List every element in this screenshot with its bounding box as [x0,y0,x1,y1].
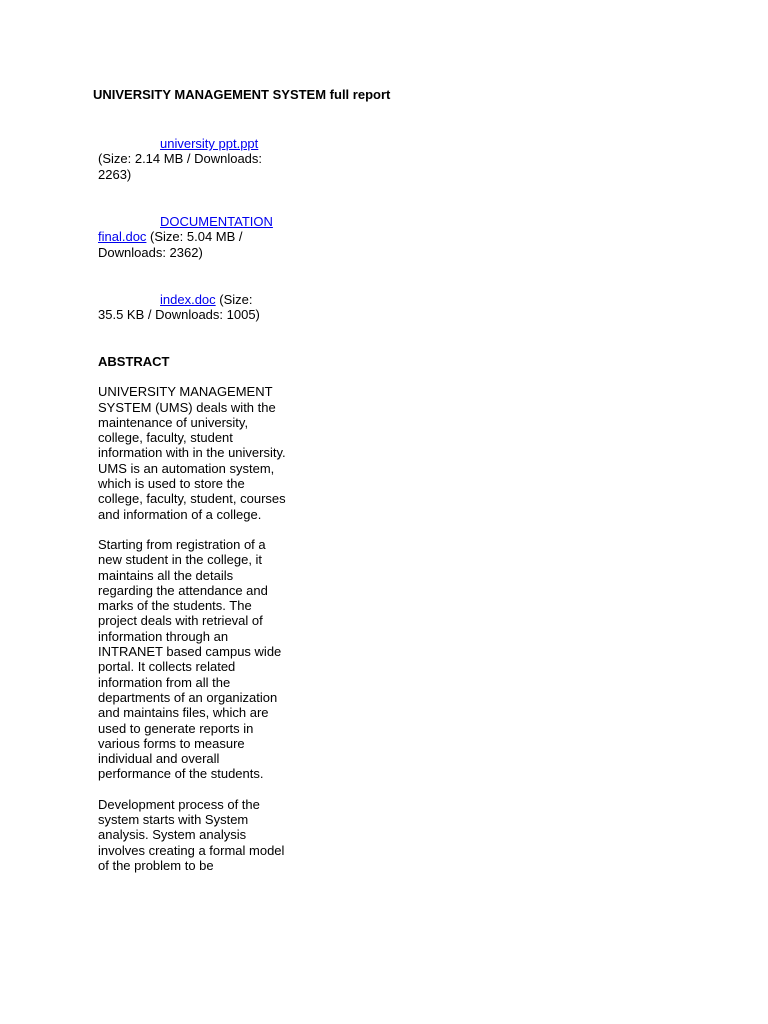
attachment-documentation-final-doc [98,214,288,260]
abstract-section [98,354,288,873]
abstract-paragraph: Development process of the system starts with System analysis. System analysis involves creating a formal model of the problem to be [98,796,285,873]
attachment-download-count: 2263) [98,166,132,182]
attachment-size-downloads: 35.5 KB / Downloads: 1005) [98,307,260,323]
abstract-paragraph: Starting from registration of a new student in the college, it maintains all the details regarding the attendance and marks of the students. The project deals with retrieval of information through an INTRANET based campus wide portal. It collects related information from all the departments of an organization and maintains files, which are used to generate reports in various forms to measure individual and overall performance of the students. [98,536,282,782]
attachment-index-doc [98,292,288,323]
attachment-download-count: Downloads: 2362) [98,244,203,260]
abstract-paragraph: UNIVERSITY MANAGEMENT SYSTEM (UMS) deals with the maintenance of university, college, faculty, student information with in the university. UMS is an automation system, which is used to store the college, faculty, student, courses and information of a college. [98,384,286,522]
attachment-size: (Size: 5.04 MB / [146,229,243,245]
attachment-size-downloads: (Size: 2.14 MB / Downloads: [98,151,263,167]
attachment-link-final-doc[interactable]: final.doc [98,229,147,245]
attachment-size-label: (Size: [215,292,253,307]
attachment-link-university-ppt[interactable]: university ppt.ppt [160,136,259,151]
attachment-link-documentation[interactable]: DOCUMENTATION [160,214,273,229]
attachment-university-ppt [98,136,288,182]
abstract-heading: ABSTRACT [98,354,170,369]
page-title: UNIVERSITY MANAGEMENT SYSTEM full report [93,87,391,102]
attachment-link-index-doc[interactable]: index.doc [160,292,216,307]
